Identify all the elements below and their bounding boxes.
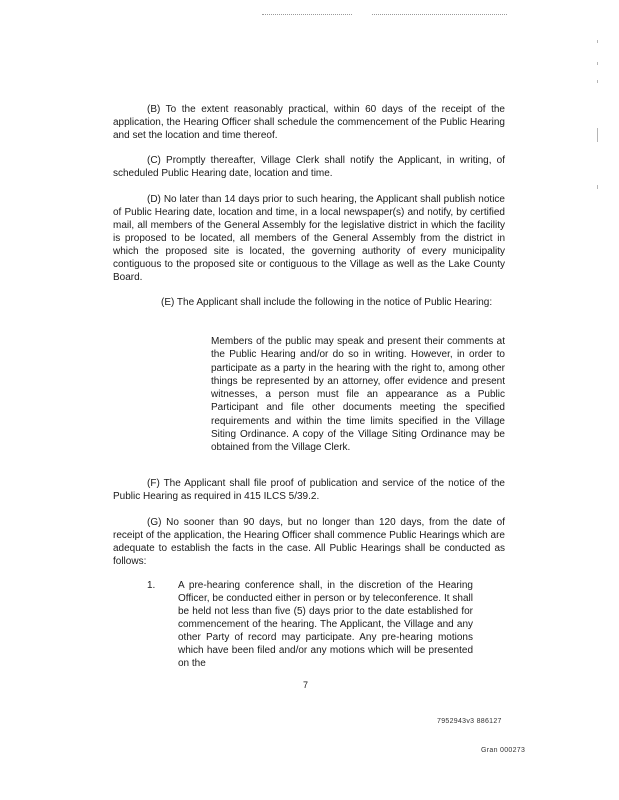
paragraph-f: (F) The Applicant shall file proof of publication and service of the notice of the Public Hearing as required in 415 ILCS 5/39.2. <box>113 478 505 502</box>
bates-number: Gran 000273 <box>481 747 526 754</box>
scan-artifact-top <box>262 14 352 16</box>
paragraph-c: (C) Promptly thereafter, Village Clerk shall notify the Applicant, in writing, of scheduled Public Hearing date, location and time. <box>113 155 505 179</box>
scan-artifact-top <box>372 14 507 16</box>
paragraph-d: (D) No later than 14 days prior to such hearing, the Applicant shall publish notice of Public Hearing date, location and time, in a local newspaper(s) and notify, by certified mail, all members of the General Assembly for the legislative district in which the facility is proposed to be located, all members of the General Assembly from the district in which the proposed site is located, the governing authority of every municipality contiguous to the proposed site or contiguous to the Village as well as the Lake County Board. <box>113 194 505 283</box>
footer-document-code: 7952943v3 886127 <box>437 718 502 725</box>
list-item-number: 1. <box>147 580 156 591</box>
paragraph-b: (B) To the extent reasonably practical, within 60 days of the receipt of the application, the Hearing Officer shall schedule the commencement of the Public Hearing and set the location and time thereof. <box>113 104 505 141</box>
paragraph-g: (G) No sooner than 90 days, but no longer than 120 days, from the date of receipt of the application, the Hearing Officer shall commence Public Hearings which are adequate to establish the facts in the case. All Public Hearings shall be conducted as follows: <box>113 517 505 567</box>
paragraph-e: (E) The Applicant shall include the following in the notice of Public Hearing: <box>161 297 493 308</box>
scan-artifact-margin <box>597 62 598 65</box>
list-item-text: A pre-hearing conference shall, in the discretion of the Hearing Officer, be conducted either in person or by teleconference. It shall be held not less than five (5) days prior to the date established for commencement of the hearing. The Applicant, the Village and any other Party of record may participate. Any pre-hearing motions which have been filed and/or any motions which will be presented on the <box>178 580 473 669</box>
scan-artifact-margin <box>597 80 598 83</box>
scan-artifact-margin <box>597 40 598 43</box>
notice-quote: Members of the public may speak and present their comments at the Public Hearing and/or do so in writing. However, in order to participate as a party in the hearing with the right to, among other things be represented by an attorney, offer evidence and present witnesses, a person must file an appearance as a Public Participant and file other documents meeting the specified requirements and within the time limits specified in the Village Siting Ordinance. A copy of the Village Siting Ordinance may be obtained from the Village Clerk. <box>211 336 505 454</box>
scan-artifact-margin <box>597 128 598 142</box>
page-number: 7 <box>303 680 309 690</box>
scan-artifact-margin <box>597 185 598 189</box>
